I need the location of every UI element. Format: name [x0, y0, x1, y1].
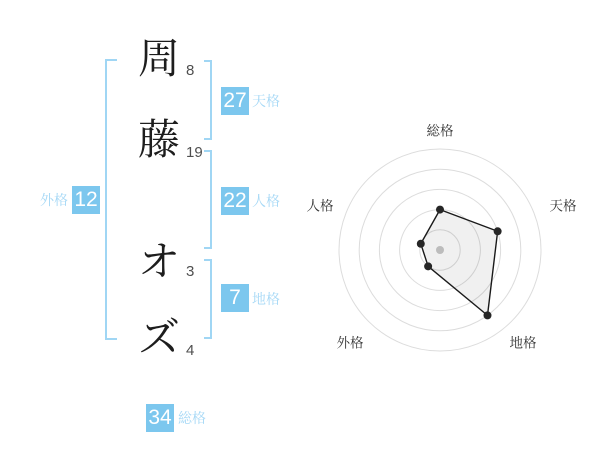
chikaku-bracket: [204, 259, 212, 339]
gaikaku-bracket: [105, 59, 117, 340]
stroke-count-3: 3: [186, 263, 195, 280]
radar-data-point: [494, 227, 502, 235]
stroke-count-2: 19: [186, 144, 203, 161]
radar-chart: [290, 100, 590, 400]
radar-axis-label: 総格: [426, 123, 454, 139]
jinkaku-label: 人格: [252, 193, 280, 209]
radar-axis-label: 地格: [509, 335, 537, 351]
name-character-4: ズ: [137, 314, 180, 361]
name-character-2: 藤: [137, 116, 180, 163]
stroke-count-4: 4: [186, 342, 195, 359]
radar-axis-label: 天格: [549, 198, 577, 214]
radar-axis-label: 外格: [336, 335, 364, 351]
stroke-count-1: 8: [186, 62, 195, 79]
tenkaku-value-badge: 27: [221, 87, 249, 115]
radar-center-dot: [436, 246, 444, 254]
gaikaku-value-badge: 12: [72, 186, 100, 214]
gaikaku-label: 外格: [40, 192, 68, 208]
soukaku-label: 総格: [178, 410, 206, 426]
radar-data-point: [417, 240, 425, 248]
jinkaku-bracket: [204, 150, 212, 249]
radar-data-point: [483, 311, 491, 319]
radar-data-point: [436, 206, 444, 214]
tenkaku-bracket: [204, 60, 212, 140]
chikaku-label: 地格: [252, 291, 280, 307]
jinkaku-value-badge: 22: [221, 187, 249, 215]
radar-data-point: [424, 262, 432, 270]
tenkaku-label: 天格: [252, 93, 280, 109]
radar-axis-label: 人格: [306, 198, 334, 214]
chikaku-value-badge: 7: [221, 284, 249, 312]
name-character-1: 周: [137, 35, 180, 82]
name-character-3: オ: [137, 238, 180, 285]
soukaku-value-badge: 34: [146, 404, 174, 432]
